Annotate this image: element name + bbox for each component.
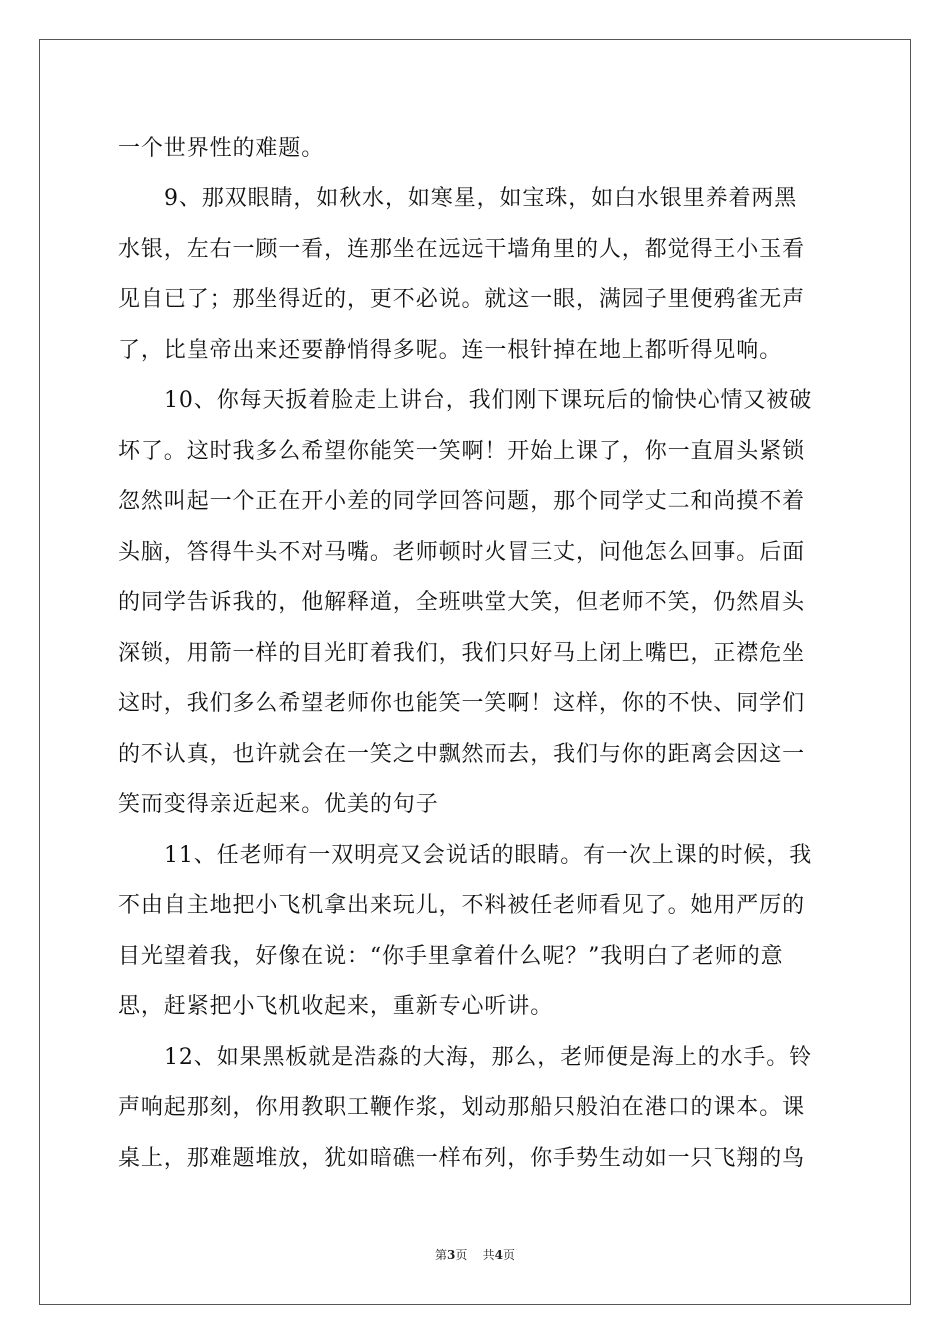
text-line: 笑而变得亲近起来。优美的句子	[118, 792, 439, 817]
page-prefix: 第	[434, 1248, 447, 1262]
paragraph-12-start: 12、如果黑板就是浩淼的大海，那么，老师便是海上的水手。铃	[164, 1045, 813, 1070]
text-line: 的同学告诉我的，他解释道，全班哄堂大笑，但老师不笑，仍然眉头	[118, 590, 806, 615]
paragraph-9-start: 9、那双眼睛，如秋水，如寒星，如宝珠，如白水银里养着两黑	[164, 186, 798, 211]
text-line: 思，赶紧把小飞机收起来，重新专心听讲。	[118, 994, 554, 1019]
text-line: 头脑，答得牛头不对马嘴。老师顿时火冒三丈，问他怎么回事。后面	[118, 540, 806, 565]
text-line: 水银，左右一顾一看，连那坐在远远干墙角里的人，都觉得王小玉看	[118, 237, 806, 262]
page-footer	[0, 1247, 950, 1263]
text-line: 了，比皇帝出来还要静悄得多呢。连一根针掉在地上都听得见响。	[118, 338, 783, 363]
text-line: 桌上，那难题堆放，犹如暗礁一样布列，你手势生动如一只飞翔的鸟	[118, 1146, 806, 1171]
total-suffix: 页	[503, 1248, 516, 1262]
text-line: 坏了。这时我多么希望你能笑一笑啊！开始上课了，你一直眉头紧锁	[118, 439, 806, 464]
text-line: 不由自主地把小飞机拿出来玩儿，不料被任老师看见了。她用严厉的	[118, 893, 806, 918]
page-suffix: 页	[455, 1248, 468, 1262]
text-line: 这时，我们多么希望老师你也能笑一笑啊！这样，你的不快、同学们	[118, 691, 806, 716]
text-line: 见自已了；那坐得近的，更不必说。就这一眼，满园子里便鸦雀无声	[118, 287, 806, 312]
text-line: 忽然叫起一个正在开小差的同学回答问题，那个同学丈二和尚摸不着	[118, 489, 806, 514]
total-prefix: 共	[482, 1248, 495, 1262]
text-line: 声响起那刻，你用教职工鞭作浆，划动那船只般泊在港口的课本。课	[118, 1095, 806, 1120]
text-line: 深锁，用箭一样的目光盯着我们，我们只好马上闭上嘴巴，正襟危坐	[118, 641, 806, 666]
text-line: 一个世界性的难题。	[118, 136, 325, 161]
text-line: 的不认真，也许就会在一笑之中飘然而去，我们与你的距离会因这一	[118, 742, 806, 767]
total-pages: 4	[494, 1248, 503, 1262]
page-number: 3	[446, 1248, 456, 1262]
text-line: 目光望着我，好像在说：“你手里拿着什么呢？”我明白了老师的意	[118, 944, 784, 969]
paragraph-10-start: 10、你每天扳着脸走上讲台，我们刚下课玩后的愉快心情又被破	[164, 388, 813, 413]
paragraph-11-start: 11、任老师有一双明亮又会说话的眼睛。有一次上课的时候，我	[164, 843, 813, 868]
